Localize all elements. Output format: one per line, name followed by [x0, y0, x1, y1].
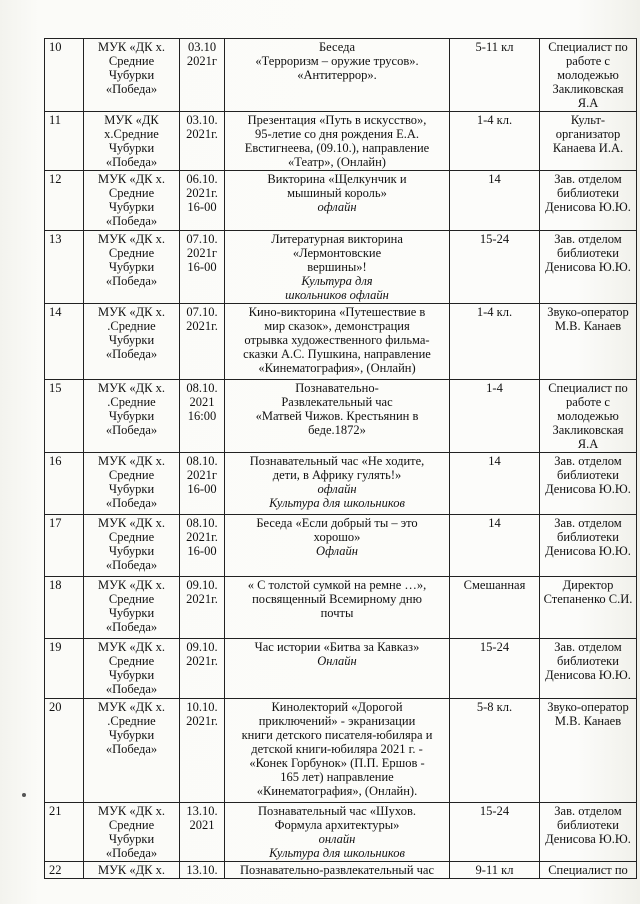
event-cell	[225, 231, 450, 304]
event-cell	[225, 515, 450, 577]
audience-cell	[450, 803, 540, 862]
audience-cell-text: 14	[488, 516, 501, 530]
responsible-cell	[540, 699, 637, 803]
table-row	[45, 577, 637, 639]
organizer-cell	[84, 577, 180, 639]
audience-cell	[450, 171, 540, 231]
date-cell	[180, 112, 225, 171]
row-number-cell	[45, 231, 84, 304]
event-cell	[225, 639, 450, 699]
event-cell	[225, 39, 450, 112]
responsible-cell-text: Зав. отделом библиотеки Денисова Ю.Ю.	[545, 640, 631, 682]
event-cell-text: Час истории «Битва за Кавказ»	[254, 640, 420, 654]
date-cell-text: 09.10. 2021г.	[186, 578, 218, 606]
row-number-cell	[45, 515, 84, 577]
table-row	[45, 39, 637, 112]
date-cell	[180, 803, 225, 862]
event-cell-text: Познавательный час «Шухов. Формула архитектуры»	[258, 804, 416, 832]
event-cell-text: Викторина «Щелкунчик и мышиный король»	[267, 172, 407, 200]
responsible-cell	[540, 380, 637, 453]
event-cell-text: Презентация «Путь в искусство», 95-летие со дня рождения Е.А. Евстигнеева, (09.10.), направление «Театр», (Онлайн)	[244, 113, 430, 169]
row-number-cell	[45, 171, 84, 231]
organizer-cell-text: МУК «ДК х. .Средние Чубурки «Победа»	[97, 381, 166, 437]
audience-cell	[450, 639, 540, 699]
audience-cell	[450, 577, 540, 639]
event-cell-text: Кинолекторий «Дорогой приключений» - экранизации книги детского писателя-юбиляра и детской книги-юбиляра 2021 г. - «Конек Горбунок» (П.П. Ершов - 165 лет) направление «Кинематография», (Онлайн).	[241, 700, 433, 798]
punch-mark	[22, 793, 26, 797]
row-number-cell-text: 13	[49, 232, 62, 246]
event-cell	[225, 577, 450, 639]
event-cell	[225, 112, 450, 171]
event-cell-text: Познавательно-развлекательный час	[239, 863, 435, 877]
responsible-cell	[540, 639, 637, 699]
event-format-text: Культура для школьников офлайн	[285, 274, 389, 302]
row-number-cell	[45, 380, 84, 453]
date-cell-text: 13.10. 2021	[186, 804, 218, 832]
audience-cell	[450, 39, 540, 112]
event-format-text: офлайн Культура для школьников	[269, 482, 405, 510]
table-row	[45, 803, 637, 862]
date-cell-text: 07.10. 2021г 16-00	[186, 232, 218, 274]
date-cell	[180, 577, 225, 639]
audience-cell	[450, 515, 540, 577]
responsible-cell-text: Специалист по работе с молодежью Закликовская Я.А	[548, 381, 628, 451]
date-cell-text: 08.10. 2021г 16-00	[186, 454, 218, 496]
audience-cell	[450, 699, 540, 803]
event-format-text: Офлайн	[316, 544, 358, 558]
responsible-cell-text: Зав. отделом библиотеки Денисова Ю.Ю.	[545, 804, 631, 846]
row-number-cell-text: 14	[49, 305, 62, 319]
organizer-cell-text: МУК «ДК х. .Средние Чубурки «Победа»	[97, 305, 166, 361]
audience-cell	[450, 453, 540, 515]
organizer-cell	[84, 112, 180, 171]
responsible-cell-text: Зав. отделом библиотеки Денисова Ю.Ю.	[545, 172, 631, 214]
row-number-cell	[45, 39, 84, 112]
responsible-cell-text: Звуко-оператор М.В. Канаев	[547, 305, 629, 333]
event-cell-text: « С толстой сумкой на ремне …», посвященный Всемирному дню почты	[247, 578, 427, 620]
organizer-cell-text: МУК «ДК х. .Средние Чубурки «Победа»	[97, 700, 166, 756]
responsible-cell-text: Зав. отделом библиотеки Денисова Ю.Ю.	[545, 232, 631, 274]
row-number-cell	[45, 699, 84, 803]
date-cell	[180, 515, 225, 577]
organizer-cell	[84, 380, 180, 453]
organizer-cell	[84, 453, 180, 515]
audience-cell	[450, 112, 540, 171]
audience-cell-text: 1-4 кл.	[476, 305, 513, 319]
responsible-cell-text: Специалист по работе с молодежью Закликовская Я.А	[548, 40, 628, 110]
audience-cell-text: 15-24	[479, 640, 510, 654]
organizer-cell-text: МУК «ДК х. Средние Чубурки «Победа»	[97, 578, 166, 634]
organizer-cell-text: МУК «ДК х. Средние Чубурки «Победа»	[97, 172, 166, 228]
responsible-cell	[540, 515, 637, 577]
table-row	[45, 453, 637, 515]
audience-cell-text: 14	[488, 172, 501, 186]
responsible-cell	[540, 862, 637, 879]
row-number-cell-text: 22	[49, 863, 62, 877]
row-number-cell-text: 10	[49, 40, 62, 54]
organizer-cell	[84, 639, 180, 699]
date-cell	[180, 231, 225, 304]
event-format-text: онлайн Культура для школьников	[269, 832, 405, 860]
audience-cell-text: Смешанная	[463, 578, 526, 592]
table-row	[45, 862, 637, 879]
organizer-cell-text: МУК «ДК х. Средние Чубурки «Победа»	[97, 40, 166, 96]
event-cell	[225, 453, 450, 515]
organizer-cell-text: МУК «ДК х. Средние Чубурки «Победа»	[97, 232, 166, 288]
row-number-cell	[45, 639, 84, 699]
row-number-cell-text: 15	[49, 381, 62, 395]
row-number-cell-text: 16	[49, 454, 62, 468]
audience-cell	[450, 304, 540, 380]
table-row	[45, 304, 637, 380]
responsible-cell	[540, 577, 637, 639]
audience-cell-text: 9-11 кл	[475, 863, 514, 877]
table-row	[45, 699, 637, 803]
date-cell	[180, 862, 225, 879]
event-cell-text: Кино-викторина «Путешествие в мир сказок», демонстрация отрывка художественного фильма- сказки А.С. Пушкина, направление «Кинематография», (Онлайн)	[243, 305, 431, 375]
table-row	[45, 515, 637, 577]
table-row	[45, 231, 637, 304]
responsible-cell-text: Специалист по	[548, 863, 628, 877]
event-cell	[225, 803, 450, 862]
date-cell-text: 03.10 2021г	[186, 40, 218, 68]
date-cell	[180, 304, 225, 380]
row-number-cell-text: 12	[49, 172, 62, 186]
audience-cell-text: 14	[488, 454, 501, 468]
date-cell	[180, 639, 225, 699]
audience-cell-text: 5-8 кл.	[476, 700, 513, 714]
responsible-cell-text: Зав. отделом библиотеки Денисова Ю.Ю.	[545, 454, 631, 496]
responsible-cell	[540, 803, 637, 862]
date-cell-text: 09.10. 2021г.	[186, 640, 218, 668]
row-number-cell-text: 19	[49, 640, 62, 654]
event-cell	[225, 304, 450, 380]
table-row	[45, 171, 637, 231]
row-number-cell	[45, 577, 84, 639]
date-cell	[180, 171, 225, 231]
event-cell	[225, 171, 450, 231]
organizer-cell	[84, 803, 180, 862]
audience-cell-text: 15-24	[479, 804, 510, 818]
date-cell-text: 13.10.	[186, 863, 218, 877]
events-table-body	[45, 39, 637, 879]
organizer-cell-text: МУК «ДК х. Средние Чубурки «Победа»	[97, 516, 166, 572]
event-cell-text: Беседа «Терроризм – оружие трусов». «Антитеррор».	[255, 40, 419, 82]
row-number-cell	[45, 112, 84, 171]
organizer-cell	[84, 515, 180, 577]
organizer-cell	[84, 231, 180, 304]
responsible-cell	[540, 112, 637, 171]
row-number-cell	[45, 453, 84, 515]
responsible-cell	[540, 171, 637, 231]
responsible-cell-text: Звуко-оператор М.В. Канаев	[547, 700, 629, 728]
event-cell-text: Беседа «Если добрый ты – это хорошо»	[256, 516, 418, 544]
date-cell-text: 07.10. 2021г.	[186, 305, 218, 333]
event-format-text: Онлайн	[317, 654, 357, 668]
date-cell	[180, 699, 225, 803]
responsible-cell	[540, 453, 637, 515]
organizer-cell-text: МУК «ДК х.	[97, 863, 166, 877]
responsible-cell	[540, 304, 637, 380]
organizer-cell-text: МУК «ДК х.Средние Чубурки «Победа»	[104, 113, 159, 169]
organizer-cell	[84, 304, 180, 380]
responsible-cell-text: Зав. отделом библиотеки Денисова Ю.Ю.	[545, 516, 631, 558]
date-cell-text: 03.10. 2021г.	[186, 113, 218, 141]
table-row	[45, 380, 637, 453]
responsible-cell	[540, 39, 637, 112]
date-cell-text: 08.10. 2021 16:00	[186, 381, 218, 423]
date-cell	[180, 453, 225, 515]
audience-cell	[450, 862, 540, 879]
row-number-cell-text: 21	[49, 804, 62, 818]
organizer-cell	[84, 862, 180, 879]
organizer-cell-text: МУК «ДК х. Средние Чубурки «Победа»	[97, 640, 166, 696]
audience-cell-text: 1-4	[486, 381, 503, 395]
row-number-cell	[45, 803, 84, 862]
responsible-cell-text: Культ- организатор Канаева И.А.	[552, 113, 624, 155]
date-cell-text: 06.10. 2021г. 16-00	[186, 172, 218, 214]
row-number-cell-text: 11	[49, 113, 62, 127]
row-number-cell-text: 20	[49, 700, 62, 714]
events-table	[44, 38, 637, 879]
row-number-cell-text: 17	[49, 516, 62, 530]
event-cell-text: Познавательно- Развлекательный час «Матвей Чижов. Крестьянин в беде.1872»	[255, 381, 419, 437]
organizer-cell	[84, 699, 180, 803]
event-cell	[225, 699, 450, 803]
event-cell-text: Познавательный час «Не ходите, дети, в Африку гулять!»	[249, 454, 425, 482]
row-number-cell	[45, 862, 84, 879]
organizer-cell	[84, 171, 180, 231]
table-row	[45, 639, 637, 699]
date-cell-text: 08.10. 2021г. 16-00	[186, 516, 218, 558]
audience-cell	[450, 231, 540, 304]
audience-cell	[450, 380, 540, 453]
audience-cell-text: 1-4 кл.	[476, 113, 513, 127]
row-number-cell-text: 18	[49, 578, 62, 592]
organizer-cell-text: МУК «ДК х. Средние Чубурки «Победа»	[97, 804, 166, 860]
audience-cell-text: 5-11 кл	[475, 40, 514, 54]
event-cell	[225, 862, 450, 879]
responsible-cell-text: Директор Степаненко С.И.	[543, 578, 633, 606]
organizer-cell-text: МУК «ДК х. Средние Чубурки «Победа»	[97, 454, 166, 510]
responsible-cell	[540, 231, 637, 304]
event-cell-text: Литературная викторина «Лермонтовские вершины»!	[271, 232, 403, 274]
table-row	[45, 112, 637, 171]
event-cell	[225, 380, 450, 453]
event-format-text: офлайн	[317, 200, 357, 214]
date-cell	[180, 39, 225, 112]
date-cell-text: 10.10. 2021г.	[186, 700, 218, 728]
date-cell	[180, 380, 225, 453]
row-number-cell	[45, 304, 84, 380]
audience-cell-text: 15-24	[479, 232, 510, 246]
organizer-cell	[84, 39, 180, 112]
